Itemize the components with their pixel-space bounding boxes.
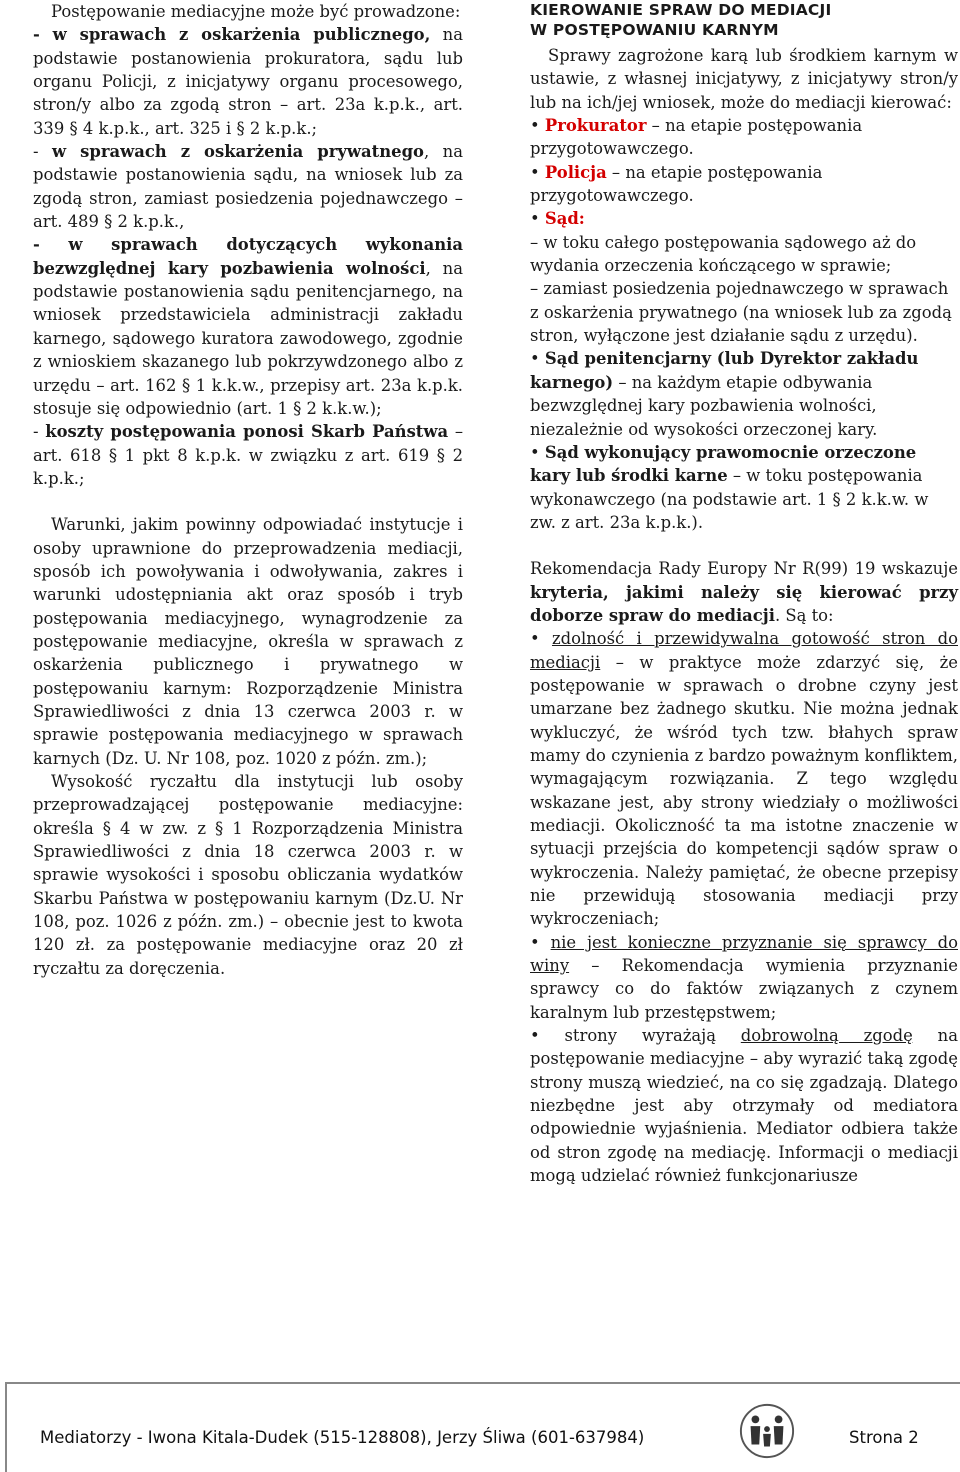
bullet-sad-penitencjarny: • Sąd penitencjarny (lub Dyrektor zakładu karnego) – na każdym etapie odbywania bezwzględnej kary pozbawienia wolności, niezależnie od wysokości orzeczonej kary.: [530, 349, 919, 439]
sad-item-b: – zamiast posiedzenia pojednawczego w sprawach z oskarżenia prywatnego (na wniosek lub za zgodą stron, wyłączone jest działanie sądu z urzędu).: [530, 279, 952, 346]
bullet-policja: • Policja – na etapie postępowania przygotowawczego.: [530, 162, 823, 206]
right-column: [530, 0, 958, 1188]
family-logo-icon: [738, 1402, 796, 1460]
item-public-prosecution: - w sprawach z oskarżenia publicznego, na podstawie postanowienia prokuratora, sądu lub organu Policji, z inicjatywy organu procesowego, stron/y albo za zgodą stron – art. 23a k.p.k., art. 339 § 4 k.p.k., art. 325 i § 2 k.p.k.;: [33, 25, 463, 138]
item-sentence-execution: - w sprawach dotyczących wykonania bezwzględnej kary pozbawienia wolności, na podstawie postanowienia sądu penitencjarnego, na wniosek przedstawiciela administracji zakładu karnego, sądowego kuratora zawodowego, zgodnie z wnioskiem skazanego lub pokrzywdzonego albo z urzędu – art. 162 § 1 k.k.w., przepisy art. 23a k.p.k. stosuje się odpowiednio (art. 1 § 2 k.k.w.);: [33, 235, 463, 418]
footer-authors: Mediatorzy - Iwona Kitala-Dudek (515-128808), Jerzy Śliwa (601-637984): [40, 1428, 645, 1447]
right-intro: Sprawy zagrożone karą lub środkiem karnym w ustawie, z własnej inicjatywy, z inicjatywy stron/y lub na ich/jej wniosek, może do mediacji kierować:: [530, 46, 958, 112]
conditions-paragraph: Warunki, jakim powinny odpowiadać instytucje i osoby uprawnione do przeprowadzenia mediacji, sposób ich powoływania i odwoływania, zakres i warunki udostępniania akt oraz sposób i tryb postępowania mediacyjnego, wynagrodzenie za postępowanie mediacyjne, określa w sprawach z oskarżenia publicznego i prywatnego w postępowaniu karnym: Rozporządzenie Ministra Sprawiedliwości z dnia 13 czerwca 2003 r. w sprawie postępowania mediacyjnego w sprawach karnych (Dz. U. Nr 108, poz. 1020 z późn. zm.);: [33, 515, 463, 768]
section-heading: KIEROWANIE SPRAW DO MEDIACJI W POSTĘPOWANIU KARNYM: [530, 1, 832, 39]
recommendation-paragraph: Rekomendacja Rady Europy Nr R(99) 19 wskazuje kryteria, jakimi należy się kierować przy doborze spraw do mediacji. Są to:: [530, 559, 958, 625]
sad-item-a: – w toku całego postępowania sądowego aż do wydania orzeczenia kończącego w sprawie;: [530, 232, 917, 276]
left-intro: Postępowanie mediacyjne może być prowadzone:: [51, 2, 461, 21]
bullet-prokurator: • Prokurator – na etapie postępowania przygotowawczego.: [530, 116, 863, 159]
left-column: [33, 0, 463, 980]
page-footer: [5, 1382, 960, 1472]
criterion-guilt: • nie jest konieczne przyznanie się sprawcy do winy – Rekomendacja wymienia przyznanie sprawcy co do faktów związanych z czynem karalnym lub przestępstwem;: [530, 932, 958, 1022]
criterion-consent: • strony wyrażają dobrowolną zgodę na postępowanie mediacyjne – aby wyrazić taką zgodę strony muszą wiedzieć, na co się zgadzają. Dlatego niezbędne jest aby otrzymały od mediatora odpowiednie wyjaśnienia. Mediator odbiera także od stron zgodę na mediację. Informacji o mediacji mogą udzielać również funkcjonariusze: [530, 1026, 958, 1186]
criterion-readiness: • zdolność i przewidywalna gotowość stron do mediacji – w praktyce może zdarzyć się, że postępowanie w sprawach o drobne czyny jest umarzane bez żadnego skutku. Nie można jednak wykluczyć, że wśród tych tzw. błahych spraw mamy do czynienia z bardzo poważnym konfliktem, wymagającym rozwiązania. Z tego względu wskazane jest, aby strony wiedziały o możliwości mediacji. Okoliczność ta ma istotne znaczenie w sytuacji przejścia do kompetencji sądów spraw o wykroczenia. Należy pamiętać, że obecne przepisy nie przewidują stosowania mediacji przy wykroczeniach;: [530, 629, 958, 929]
item-private-prosecution: - w sprawach z oskarżenia prywatnego, na podstawie postanowienia sądu, na wniosek lub za zgodą stron, zamiast posiedzenia pojednawczego – art. 489 § 2 k.p.k.,: [33, 142, 464, 232]
bullet-sad: • Sąd:: [530, 209, 585, 229]
lump-sum-paragraph: Wysokość ryczałtu dla instytucji lub osoby przeprowadzającej postępowanie mediacyjne: określa § 4 w zw. z § 1 Rozporządzenia Ministra Sprawiedliwości z dnia 18 czerwca 2003 r. w sprawie wysokości i sposobu obliczania wydatków Skarbu Państwa w postępowaniu karnym (Dz.U. Nr 108, poz. 1026 z późn. zm.) – obecnie jest to kwota 120 zł. za postępowanie mediacyjne oraz 20 zł ryczałtu za doręczenia.: [33, 772, 463, 978]
page-number: Strona 2: [849, 1428, 919, 1447]
item-costs: - koszty postępowania ponosi Skarb Państwa – art. 618 § 1 pkt 8 k.p.k. w związku z art. 619 § 2 k.p.k.;: [33, 422, 464, 488]
bullet-sad-wykonujacy: • Sąd wykonujący prawomocnie orzeczone kary lub środki karne – w toku postępowania wykonawczego (na podstawie art. 1 § 2 k.k.w. w zw. z art. 23a k.p.k.).: [530, 442, 929, 532]
